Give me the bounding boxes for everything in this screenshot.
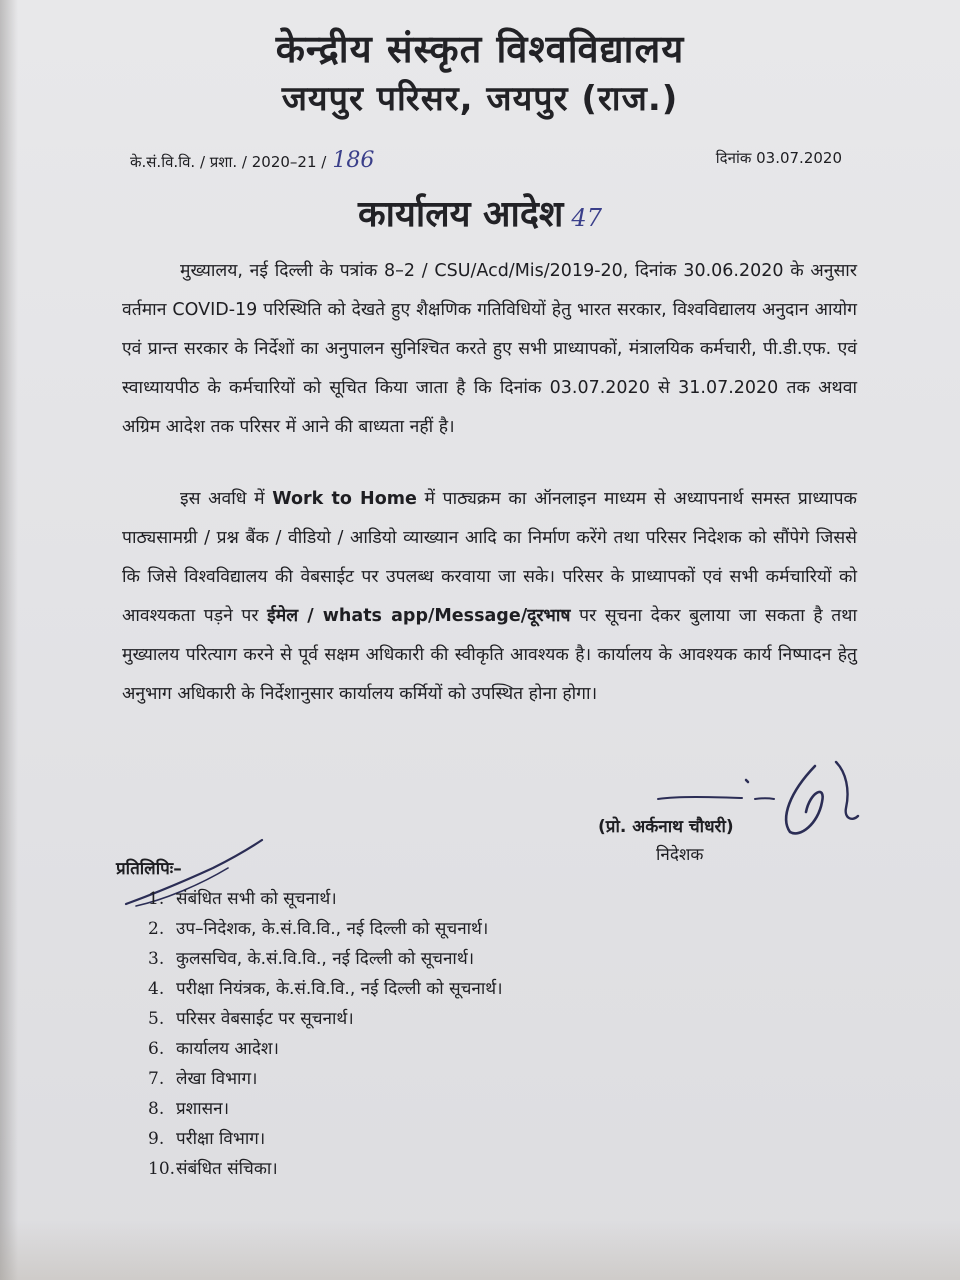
list-text: परीक्षा विभाग। <box>176 1129 266 1149</box>
institution-name: केन्द्रीय संस्कृत विश्वविद्यालय <box>275 27 685 71</box>
document-title <box>0 188 960 237</box>
list-text: संबंधित संचिका। <box>176 1159 278 1179</box>
list-item <box>148 914 503 944</box>
order-handwritten-number: 47 <box>571 204 602 232</box>
list-item <box>148 1094 503 1124</box>
copy-to-list <box>148 884 503 1184</box>
list-number: 8. <box>148 1099 165 1119</box>
signatory-designation: निदेशक <box>656 845 704 865</box>
list-text: संबंधित सभी को सूचनार्थ। <box>176 889 337 909</box>
para2-bold-contact-modes: ईमेल / whats app/Message/दूरभाष <box>267 606 571 626</box>
list-number: 5. <box>148 1009 165 1029</box>
list-text: परिसर वेबसाईट पर सूचनार्थ। <box>176 1009 354 1029</box>
page-bottom-edge <box>0 1220 960 1280</box>
list-number: 1. <box>148 889 165 909</box>
campus-name: जयपुर परिसर, जयपुर (राज.) <box>281 79 679 119</box>
title-text: कार्यालय आदेश <box>358 194 564 235</box>
para2-bold-work-to-home: Work to Home <box>272 489 417 509</box>
list-text: प्रशासन। <box>176 1099 230 1119</box>
list-item <box>148 1124 503 1154</box>
list-item <box>148 1064 503 1094</box>
list-number: 10. <box>148 1159 176 1179</box>
para2-part1: इस अवधि में <box>180 489 265 509</box>
body-paragraph-2 <box>122 480 857 714</box>
list-number: 9. <box>148 1129 165 1149</box>
list-text: कार्यालय आदेश। <box>176 1039 279 1059</box>
list-item <box>148 1004 503 1034</box>
list-number: 2. <box>148 919 165 939</box>
issue-date: दिनांक 03.07.2020 <box>715 149 842 167</box>
body-paragraph-1: मुख्यालय, नई दिल्ली के पत्रांक 8–2 / CSU/Acd/Mis/2019-20, दिनांक 30.06.2020 के अनुसार वर्तमान COVID-19 परिस्थिति को देखते हुए शैक्षणिक गतिविधियों हेतु भारत सरकार, विश्वविद्यालय अनुदान आयोग एवं प्रान्त सरकार के निर्देशों का अनुपालन सुनिश्चित करते हुए सभी प्राध्यापकों, मंत्रालयिक कर्मचारी, पी.डी.एफ. एवं स्वाध्यायपीठ के कर्मचारियों को सूचित किया जाता है कि दिनांक 03.07.2020 से 31.07.2020 तक अथवा अग्रिम आदेश तक परिसर में आने की बाध्यता नहीं है। <box>122 261 857 437</box>
reference-handwritten-number: 186 <box>332 148 375 173</box>
reference-prefix: के.सं.वि.वि. / प्रशा. / 2020–21 / <box>130 153 327 171</box>
list-item <box>148 884 503 914</box>
list-text: परीक्षा नियंत्रक, के.सं.वि.वि., नई दिल्ली को सूचनार्थ। <box>176 979 503 999</box>
reference-line <box>130 148 374 173</box>
para2-part2: में पाठ्यक्रम का ऑनलाइन माध्यम से अध्यापनार्थ समस्त प्राध्यापक पाठ्यसामग्री / प्रश्न बैंक / वीडियो / आडियो व्याख्यान आदि का निर्माण करेंगे तथा परिसर निदेशक को सौंपेगे जिससे कि जिसे विश्वविद्यालय की वेबसाईट पर उपलब्ध करवाया जा सके। परिसर के प्राध्यापकों एवं सभी कर्मचारियों को आवश्यकता पड़ने पर <box>122 489 857 626</box>
list-item <box>148 1034 503 1064</box>
list-item <box>148 944 503 974</box>
para2-part3: पर सूचना देकर बुलाया जा सकता है तथा मुख्यालय परित्याग करने से पूर्व सक्षम अधिकारी की स्वीकृति आवश्यक है। कार्यालय के आवश्यक कार्य निष्पादन हेतु अनुभाग अधिकारी के निर्देशानुसार कार्यालय कर्मियों को उपस्थित होना होगा। <box>122 606 857 704</box>
list-number: 3. <box>148 949 165 969</box>
list-text: उप–निदेशक, के.सं.वि.वि., नई दिल्ली को सूचनार्थ। <box>176 919 489 939</box>
list-text: कुलसचिव, के.सं.वि.वि., नई दिल्ली को सूचनार्थ। <box>176 949 475 969</box>
list-number: 7. <box>148 1069 165 1089</box>
list-number: 4. <box>148 979 165 999</box>
list-item <box>148 974 503 1004</box>
signatory-name: (प्रो. अर्कनाथ चौधरी) <box>598 817 734 837</box>
copy-to-heading: प्रतिलिपिः– <box>116 859 182 879</box>
list-text: लेखा विभाग। <box>176 1069 258 1089</box>
list-item <box>148 1154 503 1184</box>
list-number: 6. <box>148 1039 165 1059</box>
